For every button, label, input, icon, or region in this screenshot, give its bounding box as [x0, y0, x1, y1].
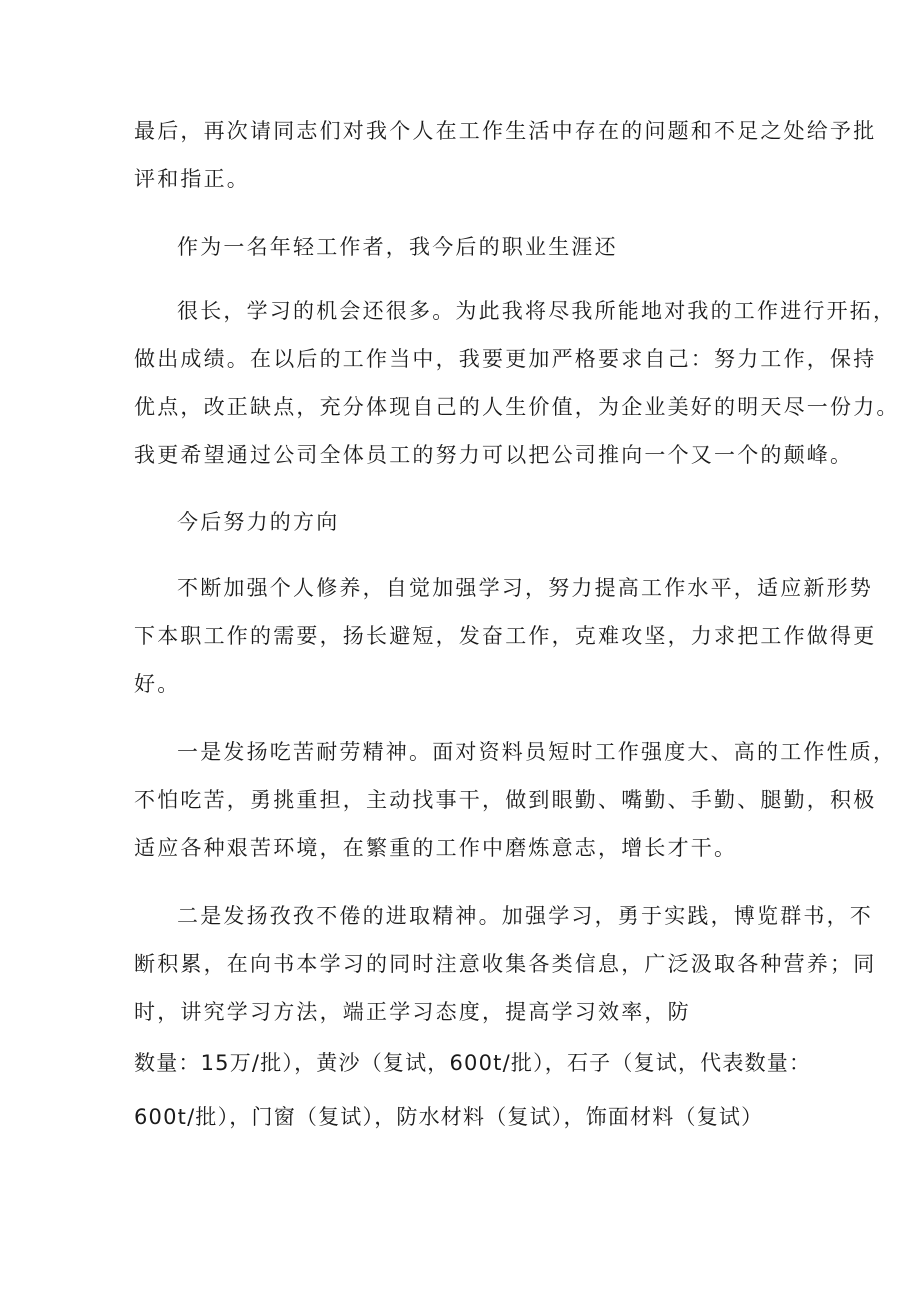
text-line: 下本职工作的需要，扬长避短，发奋工作，克难攻坚，力求把工作做得更	[134, 624, 877, 648]
text-line: 不断加强个人修养，自觉加强学习，努力提高工作水平，适应新形势	[177, 576, 873, 600]
text-line: 评和指正。	[134, 167, 250, 191]
text-line: 一是发扬吃苦耐劳精神。面对资料员短时工作强度大、高的工作性质，	[177, 740, 897, 764]
text-line: 断积累，在向书本学习的同时注意收集各类信息，广泛汲取各种营养；同	[134, 952, 877, 976]
section-heading: 今后努力的方向	[177, 510, 340, 534]
text-line: 时，讲究学习方法，端正学习态度，提高学习效率，防	[134, 1000, 691, 1024]
text-line: 优点，改正缺点，充分体现自己的人生价值，为企业美好的明天尽一份力。	[134, 395, 900, 419]
text-line: 二是发扬孜孜不倦的进取精神。加强学习，勇于实践，博览群书，不	[177, 904, 873, 928]
text-line: 我更希望通过公司全体员工的努力可以把公司推向一个又一个的颠峰。	[134, 443, 854, 467]
text-line: 不怕吃苦，勇挑重担，主动找事干，做到眼勤、嘴勤、手勤、腿勤，积极	[134, 788, 877, 812]
text-line: 做出成绩。在以后的工作当中，我要更加严格要求自己：努力工作，保持	[134, 347, 877, 371]
text-line: 作为一名年轻工作者，我今后的职业生涯还	[177, 235, 618, 259]
text-line: 数量：15万/批），黄沙（复试，600t/批），石子（复试，代表数量：	[134, 1051, 812, 1075]
text-line: 好。	[134, 672, 181, 696]
text-line: 600t/批），门窗（复试），防水材料（复试），饰面材料（复试）	[134, 1105, 764, 1129]
text-line: 最后，再次请同志们对我个人在工作生活中存在的问题和不足之处给予批	[134, 119, 877, 143]
text-line: 很长，学习的机会还很多。为此我将尽我所能地对我的工作进行开拓，	[177, 299, 897, 323]
text-line: 适应各种艰苦环境，在繁重的工作中磨炼意志，增长才干。	[134, 836, 738, 860]
